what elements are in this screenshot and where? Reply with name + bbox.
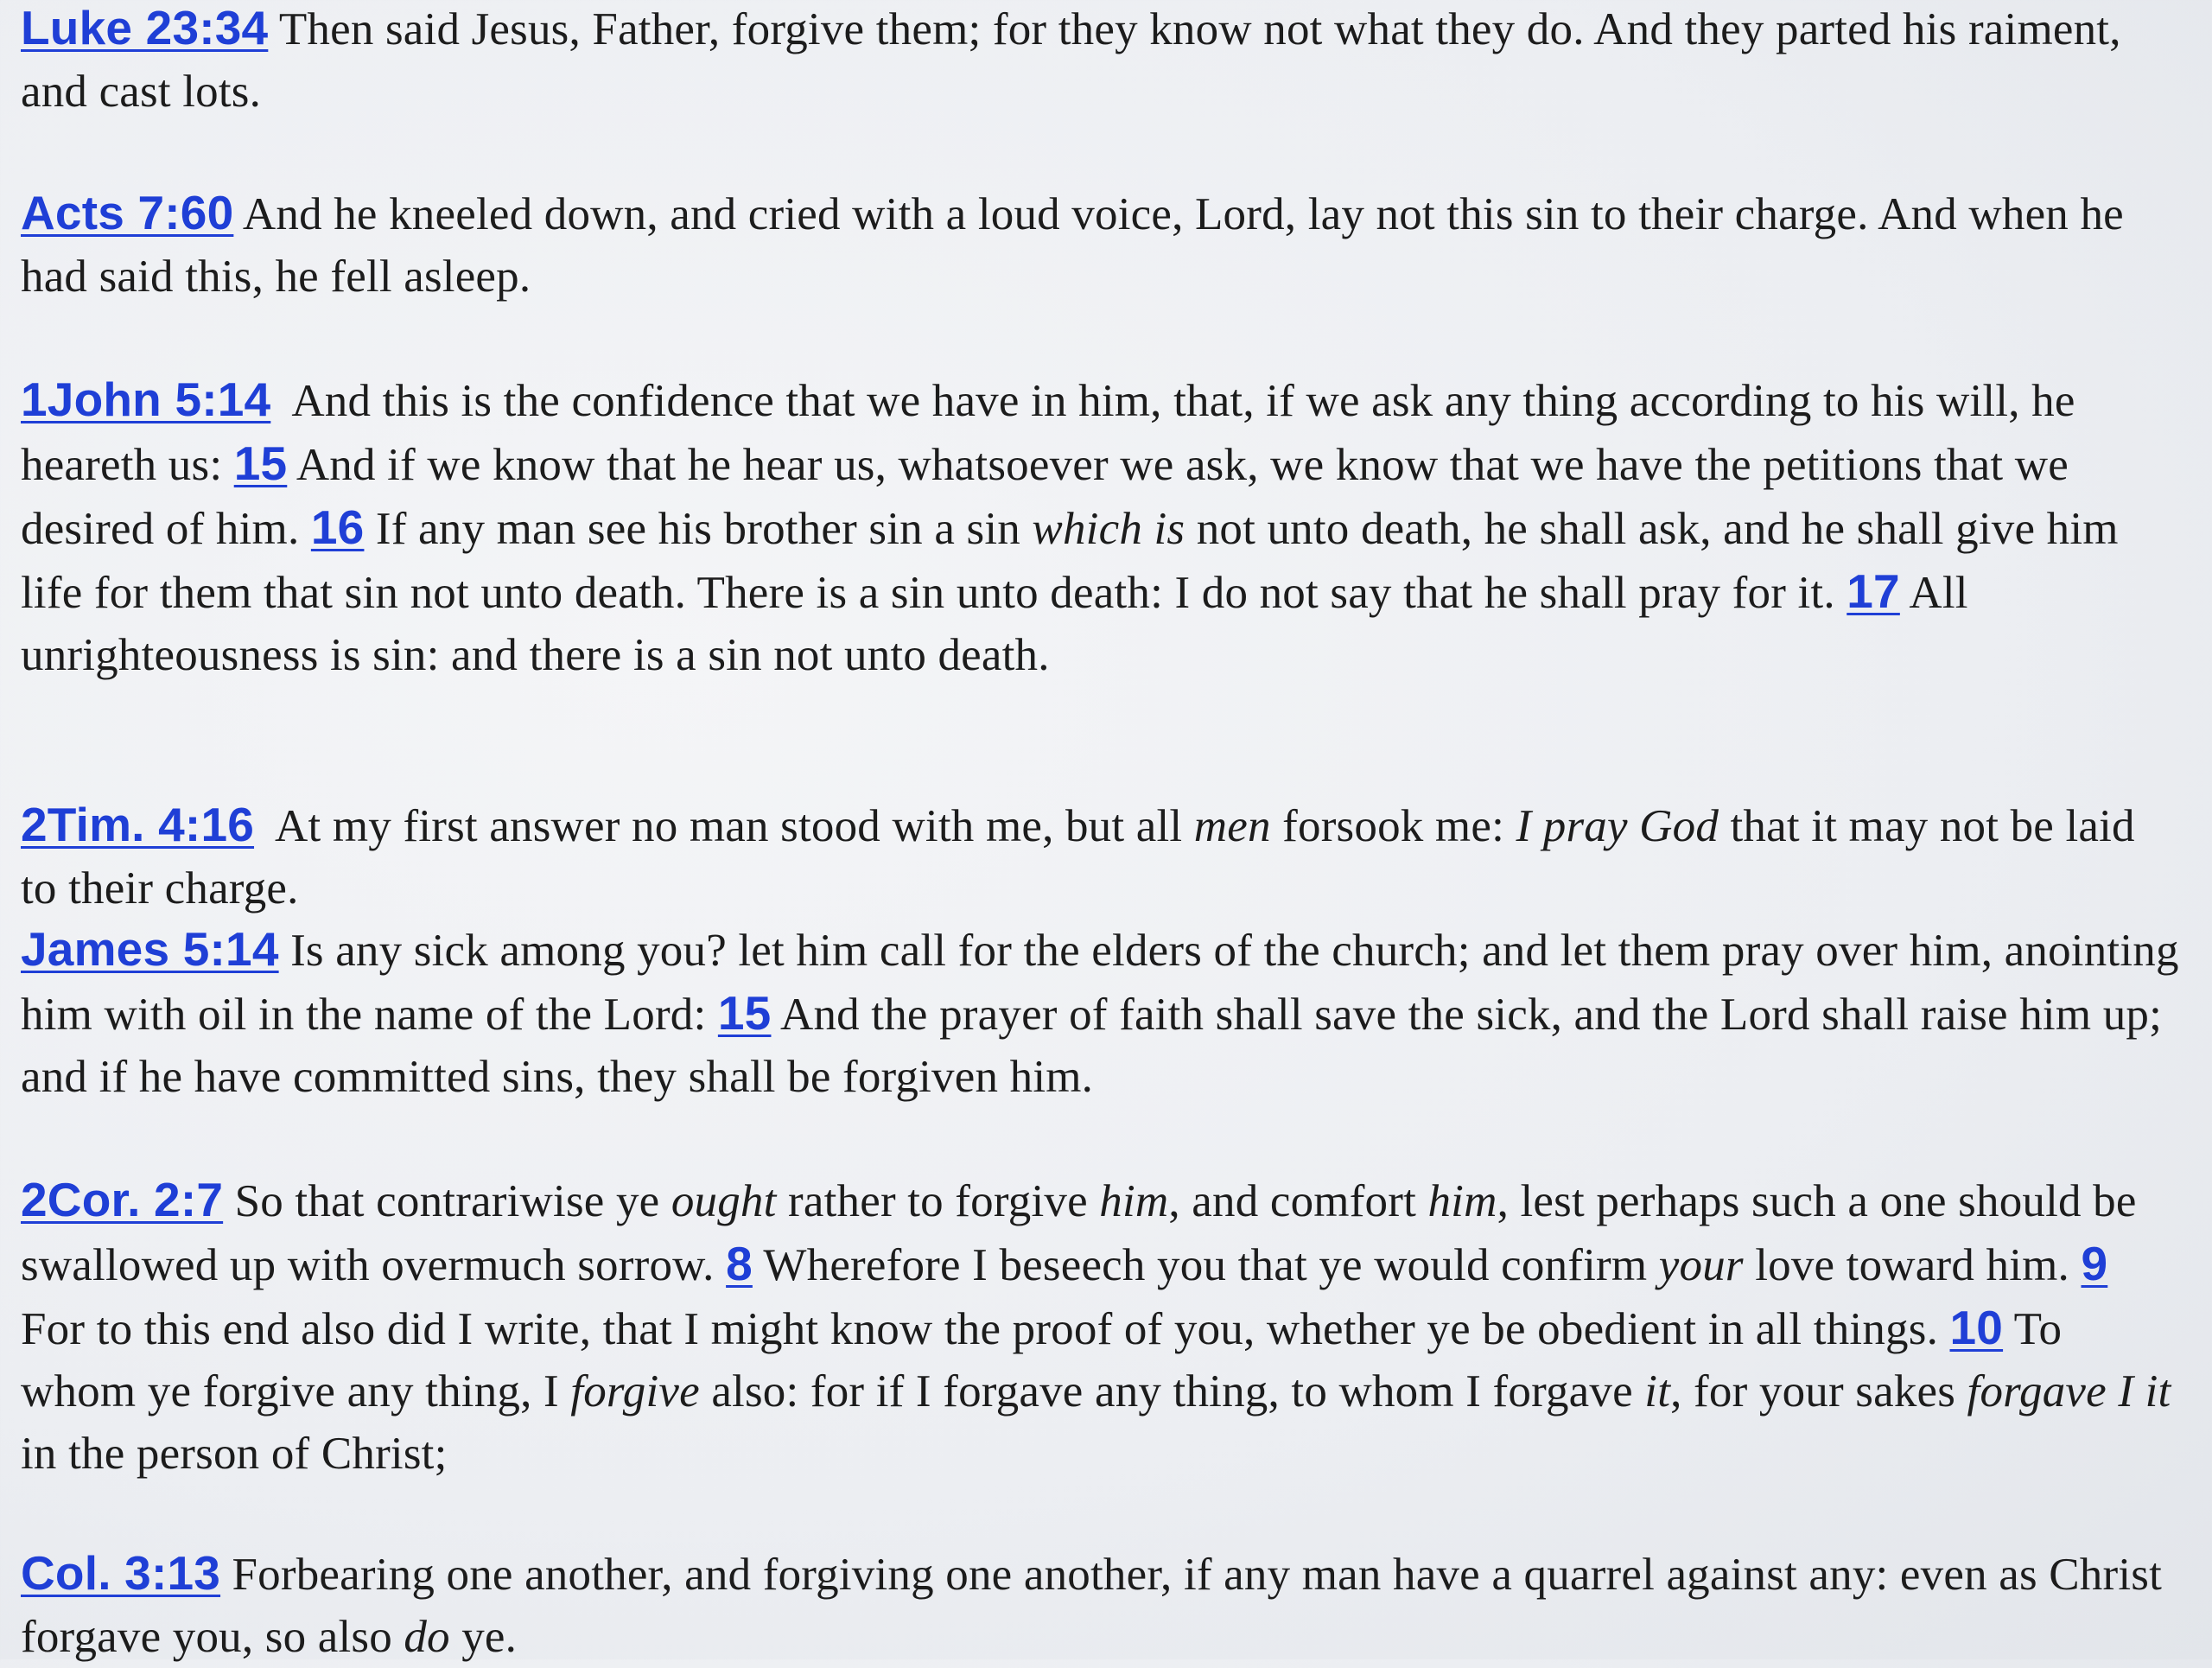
verse-text: To whom ye forgive any thing, I [21,1304,2063,1417]
verse-text: forsook me: [1282,801,1505,851]
italic-text: which is [1032,504,1185,554]
passage-2cor-2-7 [21,1168,2181,1485]
verse-reference-link[interactable]: James 5:14 [21,922,279,976]
italic-text: forgave I it [1967,1366,2171,1417]
verse-text: that it may not be laid to their charge. [21,801,2135,914]
verse-text: not unto death, he shall ask, and he shall give him life for them that sin not unto death. There is a sin unto death: I do not say that he shall pray for it. [21,504,2119,618]
verse-number-link[interactable]: 10 [1949,1301,2004,1354]
verse-number-link[interactable]: 15 [233,436,288,490]
verse-text: , for your sakes [1670,1366,1956,1417]
passage-luke-23-34 [21,0,2181,123]
italic-text: him [1427,1176,1497,1226]
verse-text: Is any sick among you? let him call for the elders of the church; and let them pray over him, anointing him with oil in the name of the Lord: [21,926,2179,1040]
italic-text: I pray God [1516,801,1719,851]
verse-reference-link[interactable]: 2Tim. 4:16 [21,798,255,851]
verse-text: And the prayer of faith shall save the sick, and the Lord shall raise him up; and if he have committed sins, they shall be forgiven him. [21,990,2163,1102]
verse-text: And this is the confidence that we have in him, that, if we ask any thing according to his will, he heareth us: [21,376,2075,490]
verse-text: For to this end also did I write, that I might know the proof of you, whether ye be obedient in all things. [21,1304,1939,1354]
verse-text: , lest perhaps such a one should be swallowed up with overmuch sorrow. [21,1176,2137,1290]
verse-text: Then said Jesus, Father, forgive them; for they know not what they do. And they parted his raiment, and cast lots. [21,4,2121,117]
verse-text: Wherefore I beseech you that ye would confirm [763,1240,1648,1290]
verse-number-link[interactable]: 9 [2081,1237,2108,1290]
verse-reference-link[interactable]: Col. 3:13 [21,1546,221,1600]
passage-col-3-13 [21,1542,2181,1668]
italic-text: forgive [570,1366,700,1417]
verse-text: in the person of Christ; [21,1429,448,1479]
passage-1john-5-14 [21,368,2181,686]
italic-text: your [1658,1240,1744,1290]
verse-text: love toward him. [1755,1240,2070,1290]
italic-text: it [1644,1366,1671,1417]
italic-text: do [404,1612,450,1662]
verse-text: And he kneeled down, and cried with a loud voice, Lord, lay not this sin to their charge. And when he had said this, he fell asleep. [21,189,2124,302]
verse-reference-link[interactable]: Luke 23:34 [21,1,269,54]
verse-text: also: for if I forgave any thing, to whom I forgave [711,1366,1633,1417]
italic-text: him [1099,1176,1169,1226]
passage-acts-7-60 [21,181,2181,308]
verse-text: Forbearing one another, and forgiving one another, if any man have a quarrel against any: even as Christ forgave you, so also [21,1550,2162,1662]
verse-number-link[interactable]: 15 [717,986,772,1040]
verse-text: So that contrariwise ye [234,1176,660,1226]
verse-text: At my first answer no man stood with me, but all [275,801,1183,851]
passage-james-5-14 [21,918,2181,1108]
verse-number-link[interactable]: 17 [1847,564,1900,618]
verse-reference-link[interactable]: 1John 5:14 [21,372,271,426]
verse-text: rather to forgive [788,1176,1088,1226]
verse-text: And if we know that he hear us, whatsoever we ask, we know that we have the petitions that we desired of him. [21,440,2069,554]
verse-text: If any man see his brother sin a sin [375,504,1020,554]
verse-text: All unrighteousness is sin: and there is a sin not unto death. [21,568,1968,680]
verse-text: ye. [461,1612,518,1662]
verse-number-link[interactable]: 16 [310,500,365,554]
passage-2tim-4-16 [21,793,2181,920]
verse-reference-link[interactable]: 2Cor. 2:7 [21,1173,224,1226]
italic-text: ought [671,1176,777,1226]
verse-number-link[interactable]: 8 [726,1237,753,1290]
verse-reference-link[interactable]: Acts 7:60 [21,186,234,239]
verse-text: , and comfort [1168,1176,1417,1226]
italic-text: men [1193,801,1271,851]
